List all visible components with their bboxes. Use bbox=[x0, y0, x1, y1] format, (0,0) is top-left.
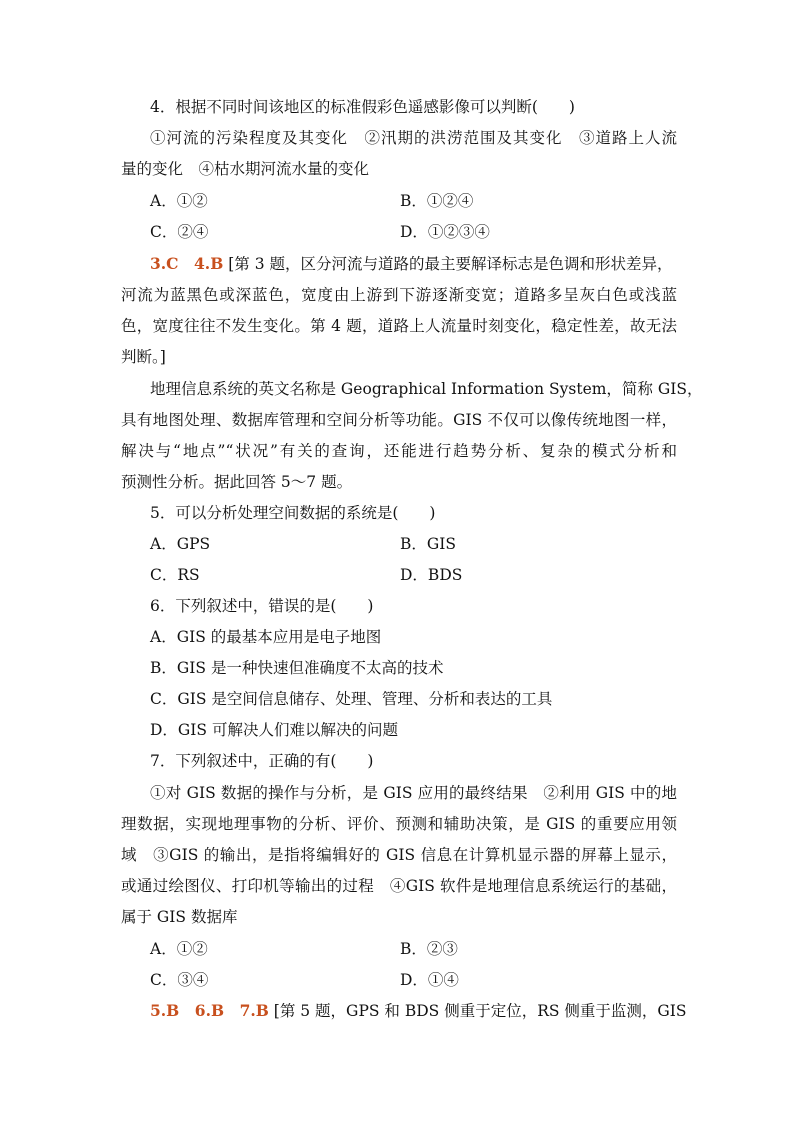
question-7-option-c: C．③④ bbox=[150, 971, 209, 989]
answer-3-4-line-4: 判断。] bbox=[121, 348, 166, 366]
answer-3-4-line-3: 色，宽度往往不发生变化。第 4 题，道路上人流量时刻变化，稳定性差，故无法 bbox=[121, 317, 677, 335]
question-6-option-c: C．GIS 是空间信息储存、处理、管理、分析和表达的工具 bbox=[150, 690, 553, 708]
passage-line-1: 地理信息系统的英文名称是 Geographical Information System，简称 GIS， bbox=[150, 380, 703, 398]
question-7-option-b: B．②③ bbox=[400, 940, 458, 958]
question-4-option-c: C．②④ bbox=[150, 223, 209, 241]
answer-keys-5-7: 5.B 6.B 7.B bbox=[150, 1001, 269, 1020]
question-5-option-b: B．GIS bbox=[400, 535, 457, 553]
answer-keys-3-4: 3.C 4.B bbox=[150, 254, 224, 273]
question-6-option-d: D．GIS 可解决人们难以解决的问题 bbox=[150, 721, 398, 739]
question-5-option-a: A．GPS bbox=[150, 535, 211, 553]
question-7-items-line-3: 域 ③GIS 的输出，是指将编辑好的 GIS 信息在计算机显示器的屏幕上显示， bbox=[121, 846, 677, 864]
question-5-option-c: C．RS bbox=[150, 566, 200, 584]
question-4-option-b: B．①②④ bbox=[400, 192, 474, 210]
question-6-option-a: A．GIS 的最基本应用是电子地图 bbox=[150, 628, 382, 646]
question-7-items-line-1: ①对 GIS 数据的操作与分析，是 GIS 应用的最终结果 ②利用 GIS 中的地 bbox=[150, 784, 677, 802]
passage-line-3: 解决与“地点”“状况”有关的查询，还能进行趋势分析、复杂的模式分析和 bbox=[121, 442, 677, 460]
question-4-items-line-2: 量的变化 ④枯水期河流水量的变化 bbox=[121, 160, 370, 178]
answer-3-4-line-2: 河流为蓝黑色或深蓝色，宽度由上游到下游逐渐变宽；道路多呈灰白色或浅蓝 bbox=[121, 286, 677, 304]
question-7-option-d: D．①④ bbox=[400, 971, 459, 989]
question-7-items-line-5: 属于 GIS 数据库 bbox=[121, 908, 238, 926]
answer-5-7-explanation-start: [第 5 题，GPS 和 BDS 侧重于定位，RS 侧重于监测，GIS bbox=[273, 1002, 687, 1020]
question-5-option-d: D．BDS bbox=[400, 566, 463, 584]
question-5-stem: 5．可以分析处理空间数据的系统是( ) bbox=[150, 504, 436, 522]
question-4-option-a: A．①② bbox=[150, 192, 208, 210]
passage-line-4: 预测性分析。据此回答 5～7 题。 bbox=[121, 473, 353, 491]
answer-3-4-line-1 bbox=[150, 253, 677, 275]
question-7-items-line-4: 或通过绘图仪、打印机等输出的过程 ④GIS 软件是地理信息系统运行的基础， bbox=[121, 877, 677, 895]
question-4-option-d: D．①②③④ bbox=[400, 223, 490, 241]
question-4-items-line-1: ①河流的污染程度及其变化 ②汛期的洪涝范围及其变化 ③道路上人流 bbox=[150, 129, 677, 147]
question-6-option-b: B．GIS 是一种快速但准确度不太高的技术 bbox=[150, 659, 444, 677]
question-6-stem: 6．下列叙述中，错误的是( ) bbox=[150, 597, 374, 615]
passage-line-2: 具有地图处理、数据库管理和空间分析等功能。GIS 不仅可以像传统地图一样， bbox=[121, 411, 677, 429]
answer-3-4-explanation-start: [第 3 题，区分河流与道路的最主要解译标志是色调和形状差异， bbox=[228, 255, 673, 273]
question-7-items-line-2: 理数据，实现地理事物的分析、评价、预测和辅助决策，是 GIS 的重要应用领 bbox=[121, 815, 677, 833]
question-4-stem: 4．根据不同时间该地区的标准假彩色遥感影像可以判断( ) bbox=[150, 98, 575, 116]
question-7-option-a: A．①② bbox=[150, 940, 208, 958]
answer-5-7-line-1 bbox=[150, 1000, 687, 1022]
question-7-stem: 7．下列叙述中，正确的有( ) bbox=[150, 752, 374, 770]
